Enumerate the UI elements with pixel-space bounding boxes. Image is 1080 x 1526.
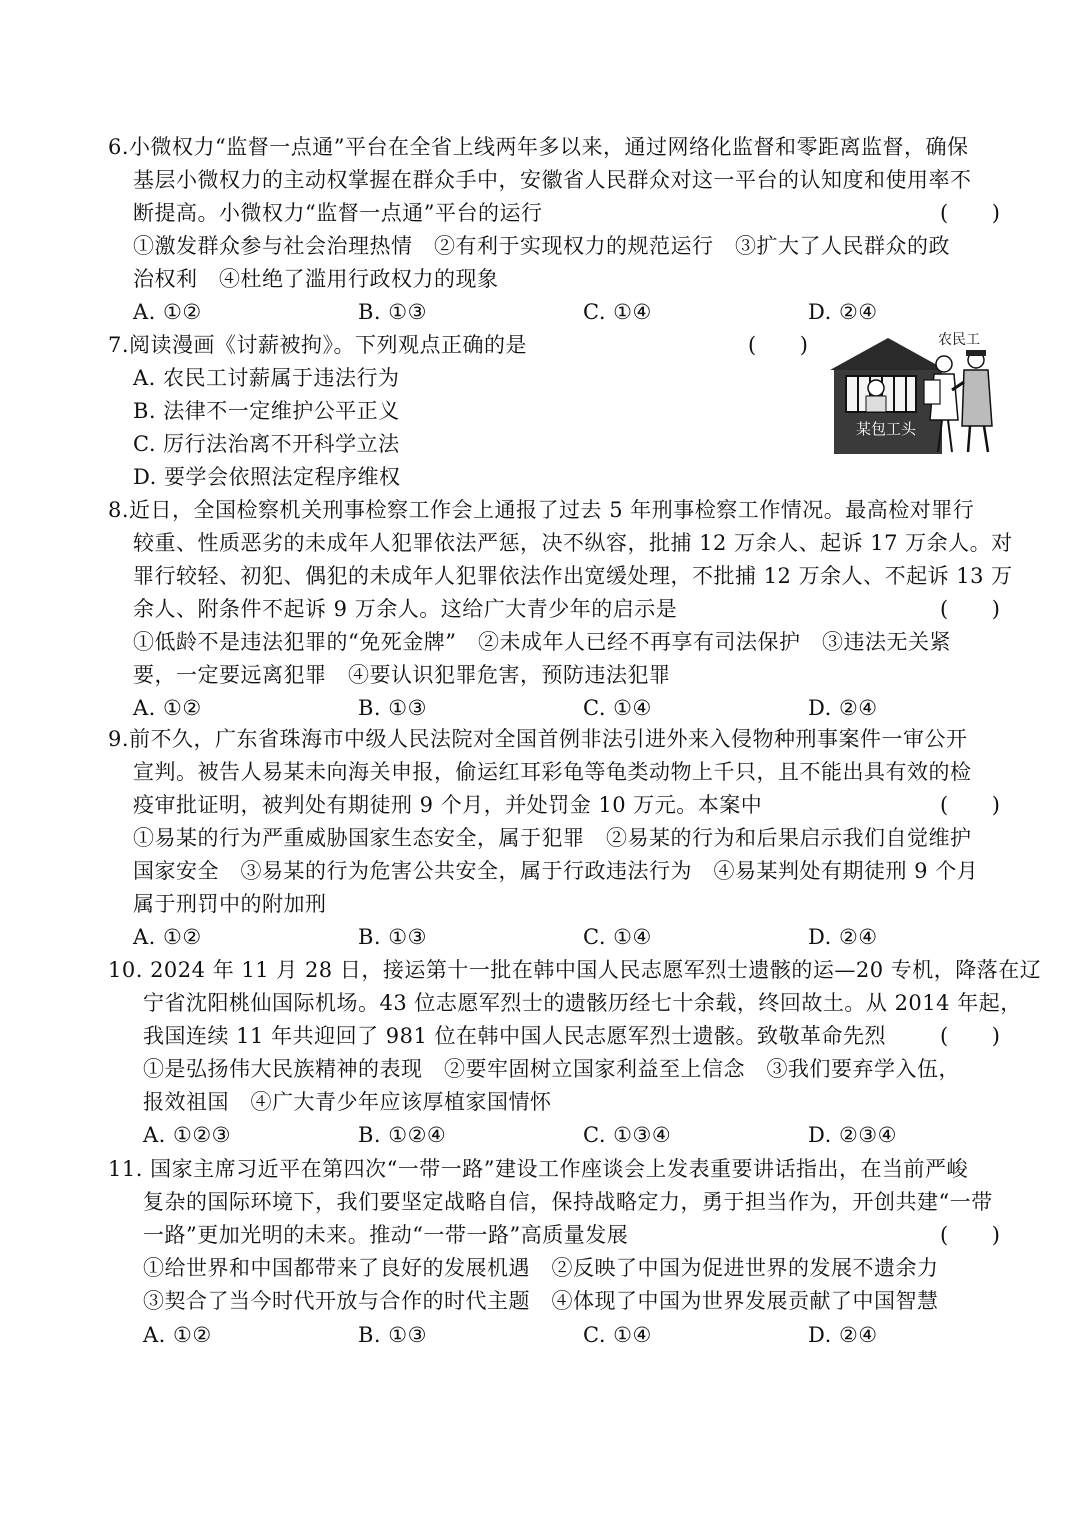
q9-line-2: 宣判。被告人易某未向海关申报，偷运红耳彩龟等龟类动物上千只，且不能出具有效的检 (133, 760, 972, 784)
q7-option-b: B. 法律不一定维护公平正义 (133, 399, 400, 423)
q10-options (0, 1118, 1080, 1152)
q6-options (0, 295, 1080, 329)
q11-line-2: 复杂的国际环境下，我们要坚定战略自信，保持战略定力，勇于担当作为，开创共建“一带 (143, 1190, 993, 1214)
q8-option-c: C. ①④ (583, 696, 652, 720)
q7-option-c: C. 厉行法治离不开科学立法 (133, 432, 400, 456)
q6-option-b: B. ①③ (358, 300, 427, 324)
q6-line-4: ①激发群众参与社会治理热情 ②有利于实现权力的规范运行 ③扩大了人民群众的政 (133, 234, 950, 258)
q8-line-1: 8.近日，全国检察机关刑事检察工作会上通报了过去 5 年刑事检察工作情况。最高检对罪行 (108, 498, 975, 522)
q9-option-b: B. ①③ (358, 925, 427, 949)
q10-option-c: C. ①③④ (583, 1123, 672, 1147)
q6-line-3: 断提高。小微权力“监督一点通”平台的运行 (133, 201, 543, 225)
q6-option-d: D. ②④ (808, 300, 878, 324)
q10-option-d: D. ②③④ (808, 1123, 897, 1147)
q6-option-c: C. ①④ (583, 300, 652, 324)
q11-line-4: ①给世界和中国都带来了良好的发展机遇 ②反映了中国为促进世界的发展不遗余力 (143, 1256, 939, 1280)
cartoon-paper (924, 380, 940, 404)
q9-line-4: ①易某的行为严重威胁国家生态安全，属于犯罪 ②易某的行为和后果启示我们自觉维护 (133, 826, 972, 850)
q11-option-b: B. ①③ (358, 1323, 427, 1347)
q10-line-5: 报效祖国 ④广大青少年应该厚植家国情怀 (143, 1090, 552, 1114)
q11-line-1: 11. 国家主席习近平在第四次“一带一路”建设工作座谈会上发表重要讲话指出，在当前严峻 (108, 1157, 969, 1181)
q11-option-a: A. ①② (143, 1323, 212, 1347)
q6-line-2: 基层小微权力的主动权掌握在群众手中，安徽省人民群众对这一平台的认知度和使用率不 (133, 168, 972, 192)
cartoon-worker-label: 农民工 (938, 332, 980, 348)
q7-stem: 7.阅读漫画《讨薪被拘》。下列观点正确的是 (108, 333, 528, 357)
q7-answer-paren: ( ) (748, 333, 809, 357)
q10-line-1: 10. 2024 年 11 月 28 日，接运第十一批在韩中国人民志愿军烈士遗骸的运—20 专机，降落在辽 (108, 958, 1042, 982)
q10-option-a: A. ①②③ (143, 1123, 231, 1147)
q8-line-4: 余人、附条件不起诉 9 万余人。这给广大青少年的启示是 (133, 597, 678, 621)
q11-option-d: D. ②④ (808, 1323, 878, 1347)
q9-options (0, 920, 1080, 954)
q11-answer-paren: ( ) (940, 1223, 1001, 1247)
q7-option-a: A. 农民工讨薪属于违法行为 (133, 366, 400, 390)
q11-line-3: 一路”更加光明的未来。推动“一带一路”高质量发展 (143, 1223, 629, 1247)
q11-option-c: C. ①④ (583, 1323, 652, 1347)
cartoon-boss-figure (868, 380, 884, 396)
q10-line-4: ①是弘扬伟大民族精神的表现 ②要牢固树立国家利益至上信念 ③我们要弃学入伍， (143, 1057, 960, 1081)
q9-line-6: 属于刑罚中的附加刑 (133, 892, 327, 916)
q8-line-3: 罪行较轻、初犯、偶犯的未成年人犯罪依法作出宽缓处理，不批捕 12 万余人、不起诉 13 万 (133, 564, 1013, 588)
q10-option-b: B. ①②④ (358, 1123, 447, 1147)
q7-option-d: D. 要学会依照法定程序维权 (133, 465, 401, 489)
q9-line-3: 疫审批证明，被判处有期徒刑 9 个月，并处罚金 10 万元。本案中 (133, 793, 763, 817)
cartoon-worker-figure (936, 356, 952, 372)
q11-options (0, 1318, 1080, 1352)
q8-option-d: D. ②④ (808, 696, 878, 720)
q9-line-1: 9.前不久，广东省珠海市中级人民法院对全国首例非法引进外来入侵物种刑事案件一审公开 (108, 727, 968, 751)
q11-line-5: ③契合了当今时代开放与合作的时代主题 ④体现了中国为世界发展贡献了中国智慧 (143, 1289, 939, 1313)
q9-line-5: 国家安全 ③易某的行为危害公共安全，属于行政违法行为 ④易某判处有期徒刑 9 个月 (133, 859, 979, 883)
q9-option-a: A. ①② (133, 925, 202, 949)
q6-option-a: A. ①② (133, 300, 202, 324)
q8-answer-paren: ( ) (940, 597, 1001, 621)
cartoon-illustration (828, 330, 1004, 456)
q10-answer-paren: ( ) (940, 1024, 1001, 1048)
q8-options (0, 691, 1080, 725)
q10-line-3: 我国连续 11 年共迎回了 981 位在韩中国人民志愿军烈士遗骸。致敬革命先烈 (143, 1024, 887, 1048)
q9-option-c: C. ①④ (583, 925, 652, 949)
cartoon-roof (830, 338, 946, 370)
q8-line-6: 要，一定要远离犯罪 ④要认识犯罪危害，预防违法犯罪 (133, 663, 671, 687)
q10-line-2: 宁省沈阳桃仙国际机场。43 位志愿军烈士的遗骸历经七十余载，终回故土。从 2014 年起， (143, 991, 1022, 1015)
q6-line-5: 治权利 ④杜绝了滥用行政权力的现象 (133, 267, 499, 291)
q8-option-a: A. ①② (133, 696, 202, 720)
q6-answer-paren: ( ) (940, 201, 1001, 225)
q8-line-2: 较重、性质恶劣的未成年人犯罪依法严惩，决不纵容，批捕 12 万余人、起诉 17 万余人。对 (133, 531, 1013, 555)
q6-line-1: 6.小微权力“监督一点通”平台在全省上线两年多以来，通过网络化监督和零距离监督，确保 (108, 135, 969, 159)
q8-line-5: ①低龄不是违法犯罪的“免死金牌” ②未成年人已经不再享有司法保护 ③违法无关紧 (133, 630, 951, 654)
cartoon-sign-text: 某包工头 (855, 420, 917, 438)
q9-answer-paren: ( ) (940, 793, 1001, 817)
q9-option-d: D. ②④ (808, 925, 878, 949)
q8-option-b: B. ①③ (358, 696, 427, 720)
